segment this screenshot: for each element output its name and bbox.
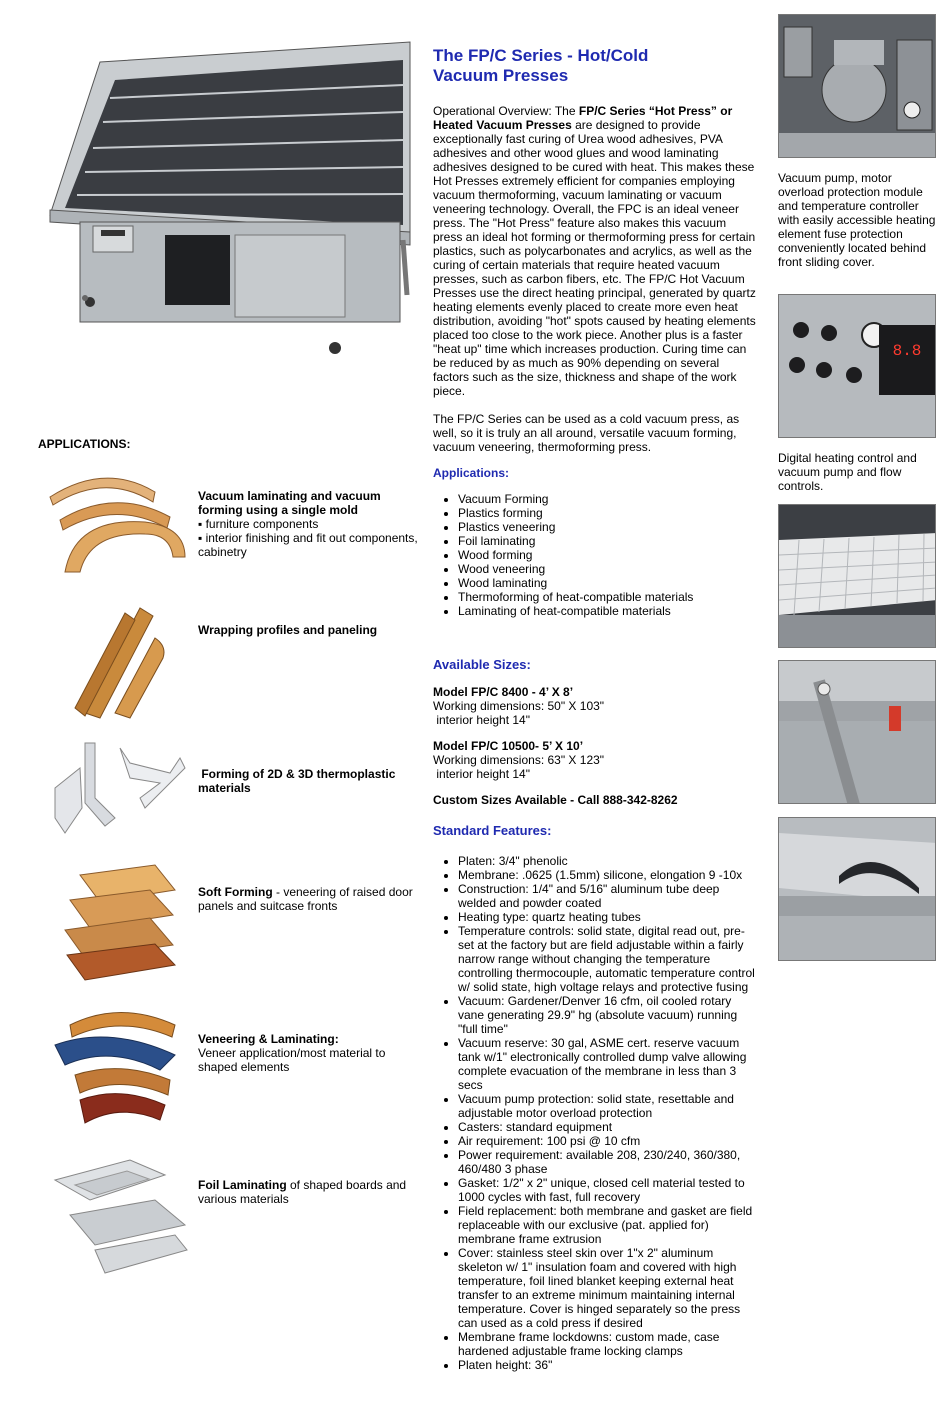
app-item-foil-laminating <box>198 1178 428 1206</box>
control-panel-photo <box>778 294 936 438</box>
profile-sample-image <box>55 598 170 723</box>
feature-list-item: • Construction: 1/4" and 5/16" aluminum tube deep welded and powder coated <box>458 882 758 910</box>
temperature-display: 8.8 <box>892 342 922 360</box>
model-1-height: interior height 14" <box>433 713 530 727</box>
app-wrapping-title: Wrapping profiles and paneling <box>198 623 378 637</box>
laminating-sample-image <box>45 472 193 577</box>
app-veneering-desc: Veneer application/most material to shaped elements <box>198 1046 386 1074</box>
page-title <box>433 46 758 86</box>
app-laminating-bullet-1: ▪ furniture components <box>198 517 319 531</box>
app-item-wrapping <box>198 623 428 637</box>
applications-heading: Applications: <box>433 466 510 480</box>
feature-list-item: • Field replacement: both membrane and gasket are field replaceable with our exclusive (pat. applied for) membrane frame extrusion <box>458 1204 758 1246</box>
vacuum-pump-photo <box>778 14 936 158</box>
application-list-item: • Wood veneering <box>458 562 758 576</box>
feature-list-item: • Casters: standard equipment <box>458 1120 758 1134</box>
app-item-thermoplastic <box>198 767 428 795</box>
clamp-photo <box>778 660 936 804</box>
app-item-soft-forming <box>198 885 428 913</box>
application-list-item: • Wood forming <box>458 548 758 562</box>
soft-forming-sample-image <box>55 860 185 985</box>
feature-list-item: • Power requirement: available 208, 230/240, 360/380, 460/480 3 phase <box>458 1148 758 1176</box>
application-list-item: • Laminating of heat-compatible materials <box>458 604 758 618</box>
application-list-item: • Vacuum Forming <box>458 492 758 506</box>
feature-list-item: • Air requirement: 100 psi @ 10 cfm <box>458 1134 758 1148</box>
features-list <box>433 854 758 1372</box>
applications-list <box>433 492 758 618</box>
model-2-dimensions: Working dimensions: 63" X 123" <box>433 753 605 767</box>
left-applications-heading: APPLICATIONS: <box>38 437 131 451</box>
overview-body: are designed to provide exceptionally fast curing of Urea wood adhesives, PVA adhesives and other wood glues and wood laminating adhesives designed to be cured with heat. This makes these Hot Presses extremely efficient for companies employing vacuum thermoforming, vacuum laminating or vacuum veneering technology. Overall, the FPC is an ideal veneer press. The "Hot Press" feature also makes this vacuum press an ideal hot forming or thermoforming press for certain plastics, such as polycarbonates and acrylics, as well as the curing of certain materials that require heated vacuum presses, such as carbon fibers, etc. The FP/C Hot Vacuum Presses use the direct heating principal, generated by quartz heating elements evenly placed to create more even heat distribution, avoiding "hot" spots caused by heating elements placed too close to the work piece. Another plus is a faster "heat up" time which increases production. Curing time can be reduced by as much as 90% depending on several factors such as the size, thickness and shape of the work piece. <box>433 118 756 398</box>
feature-list-item: • Membrane: .0625 (1.5mm) silicone, elongation 9 -10x <box>458 868 758 882</box>
app-foil-desc: of shaped boards and various materials <box>198 1178 407 1206</box>
application-list-item: • Foil laminating <box>458 534 758 548</box>
feature-list-item: • Temperature controls: solid state, digital read out, pre-set at the factory but are field adjustable within a fairly narrow range without changing the temperature controlling thermocouple, automatic temperature control w/ solid state, high voltage relays and protective fusing <box>458 924 758 994</box>
app-veneering-title: Veneering & Laminating: <box>198 1032 339 1046</box>
app-laminating-title: Vacuum laminating and vacuum forming using a single mold <box>198 489 381 517</box>
feature-list-item: • Platen height: 36" <box>458 1358 758 1372</box>
controls-caption: Digital heating control and vacuum pump and flow controls. <box>778 451 917 493</box>
title-line-2: Vacuum Presses <box>433 66 569 85</box>
model-1-title: Model FP/C 8400 - 4’ X 8’ <box>433 685 574 699</box>
model-2-title: Model FP/C 10500- 5’ X 10’ <box>433 739 584 753</box>
pump-caption: Vacuum pump, motor overload protection module and temperature controller with easily accessible heating element fuse protection conveniently located behind front sliding cover. <box>778 171 936 269</box>
sizes-heading: Available Sizes: <box>433 657 531 672</box>
feature-list-item: • Vacuum reserve: 30 gal, ASME cert. reserve vacuum tank w/1" electronically controlled dump valve allowing complete evacuation of the membrane in less than 3 secs <box>458 1036 758 1092</box>
overview-para-2: The FP/C Series can be used as a cold vacuum press, as well, so it is truly an all around, versatile vacuum forming, vacuum veneering, thermoforming press. <box>433 412 740 454</box>
overview-lead: Operational Overview: The <box>433 104 579 118</box>
model-2-height: interior height 14" <box>433 767 530 781</box>
applications-section <box>433 466 758 618</box>
application-list-item: • Thermoforming of heat-compatible materials <box>458 590 758 604</box>
app-foil-title: Foil Laminating <box>198 1178 287 1192</box>
foil-laminating-sample-image <box>45 1155 190 1275</box>
custom-sizes-note: Custom Sizes Available - Call 888-342-8262 <box>433 793 678 807</box>
thermoplastic-sample-image <box>50 738 190 838</box>
app-item-veneering <box>198 1032 428 1074</box>
veneering-sample-image <box>50 1005 190 1130</box>
feature-list-item: • Vacuum pump protection: solid state, resettable and adjustable motor overload protection <box>458 1092 758 1120</box>
app-soft-forming-title: Soft Forming <box>198 885 273 899</box>
vacuum-press-photo <box>45 40 415 358</box>
model-1-dimensions: Working dimensions: 50" X 103" <box>433 699 605 713</box>
feature-list-item: • Gasket: 1/2" x 2" unique, closed cell material tested to 1000 cycles with fast, full recovery <box>458 1176 758 1204</box>
app-thermoplastic-title: Forming of 2D & 3D thermoplastic materials <box>198 767 399 795</box>
features-heading: Standard Features: <box>433 823 552 838</box>
app-item-laminating <box>198 489 428 559</box>
feature-list-item: • Membrane frame lockdowns: custom made, case hardened adjustable frame locking clamps <box>458 1330 758 1358</box>
membrane-photo <box>778 817 936 961</box>
overview-text <box>433 104 758 454</box>
overview-bold: FP/C Series “Hot Press” or Heated Vacuum Presses <box>433 104 733 132</box>
features-section <box>433 823 758 1372</box>
application-list-item: • Plastics forming <box>458 506 758 520</box>
app-laminating-bullet-2: ▪ interior finishing and fit out components, cabinetry <box>198 531 418 559</box>
feature-list-item: • Vacuum: Gardener/Denver 16 cfm, oil cooled rotary vane generating 29.9" hg (absolute vacuum) running "full time" <box>458 994 758 1036</box>
feature-list-item: • Cover: stainless steel skin over 1"x 2" aluminum skeleton w/ 1" insulation foam and covered with high temperature, foil lined blanket keeping external heat transfer to an extreme minimum maintaining internal temperature. Cover is hinged separately so the press can used as a cold press if desired <box>458 1246 758 1330</box>
title-line-1: The FP/C Series - Hot/Cold <box>433 46 649 65</box>
feature-list-item: • Heating type: quartz heating tubes <box>458 910 758 924</box>
feature-list-item: • Platen: 3/4" phenolic <box>458 854 758 868</box>
platen-grid-photo <box>778 504 936 648</box>
application-list-item: • Plastics veneering <box>458 520 758 534</box>
sizes-section <box>433 657 758 807</box>
application-list-item: • Wood laminating <box>458 576 758 590</box>
app-soft-forming-desc: - veneering of raised door panels and suitcase fronts <box>198 885 413 913</box>
